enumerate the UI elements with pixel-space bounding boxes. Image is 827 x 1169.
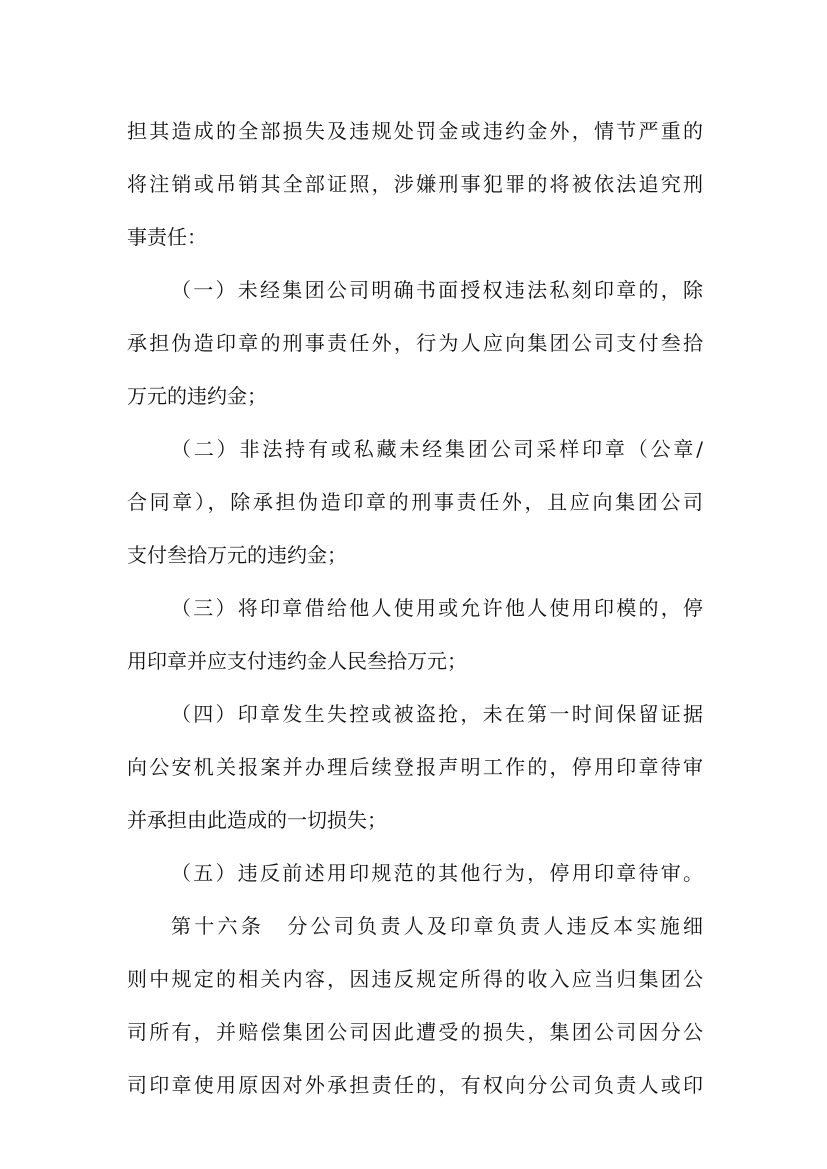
text-line: 并承担由此造成的一切损失； — [127, 808, 387, 832]
text-line: 司印章使用原因对外承担责任的，有权向分公司负责人或印 — [127, 1073, 703, 1097]
text-line: （二）非法持有或私藏未经集团公司采样印章（公章/ — [171, 437, 703, 461]
text-line: 司所有，并赔偿集团公司因此遭受的损失，集团公司因分公 — [127, 1020, 703, 1044]
text-line: 则中规定的相关内容，因违反规定所得的收入应当归集团公 — [127, 967, 703, 991]
text-line: 用印章并应支付违约金人民叁拾万元； — [127, 649, 467, 673]
text-line: （五）违反前述用印规范的其他行为，停用印章待审。 — [171, 861, 703, 885]
text-line: 向公安机关报案并办理后续登报声明工作的，停用印章待审 — [127, 755, 703, 779]
text-line: 合同章），除承担伪造印章的刑事责任外，且应向集团公司 — [127, 490, 703, 514]
text-line: （一）未经集团公司明确书面授权违法私刻印章的，除 — [171, 278, 703, 302]
text-line: 支付叁拾万元的违约金； — [127, 543, 347, 567]
text-line: 事责任： — [127, 225, 207, 249]
text-line: （四）印章发生失控或被盗抢，未在第一时间保留证据 — [171, 702, 703, 726]
text-line: 承担伪造印章的刑事责任外，行为人应向集团公司支付叁拾 — [127, 331, 703, 355]
text-line: 将注销或吊销其全部证照，涉嫌刑事犯罪的将被依法追究刑 — [127, 172, 703, 196]
text-line: 担其造成的全部损失及违规处罚金或违约金外，情节严重的 — [127, 119, 703, 143]
text-line: 万元的违约金； — [127, 384, 267, 408]
text-line: 第十六条 分公司负责人及印章负责人违反本实施细 — [171, 914, 703, 938]
text-line: （三）将印章借给他人使用或允许他人使用印模的，停 — [171, 596, 703, 620]
